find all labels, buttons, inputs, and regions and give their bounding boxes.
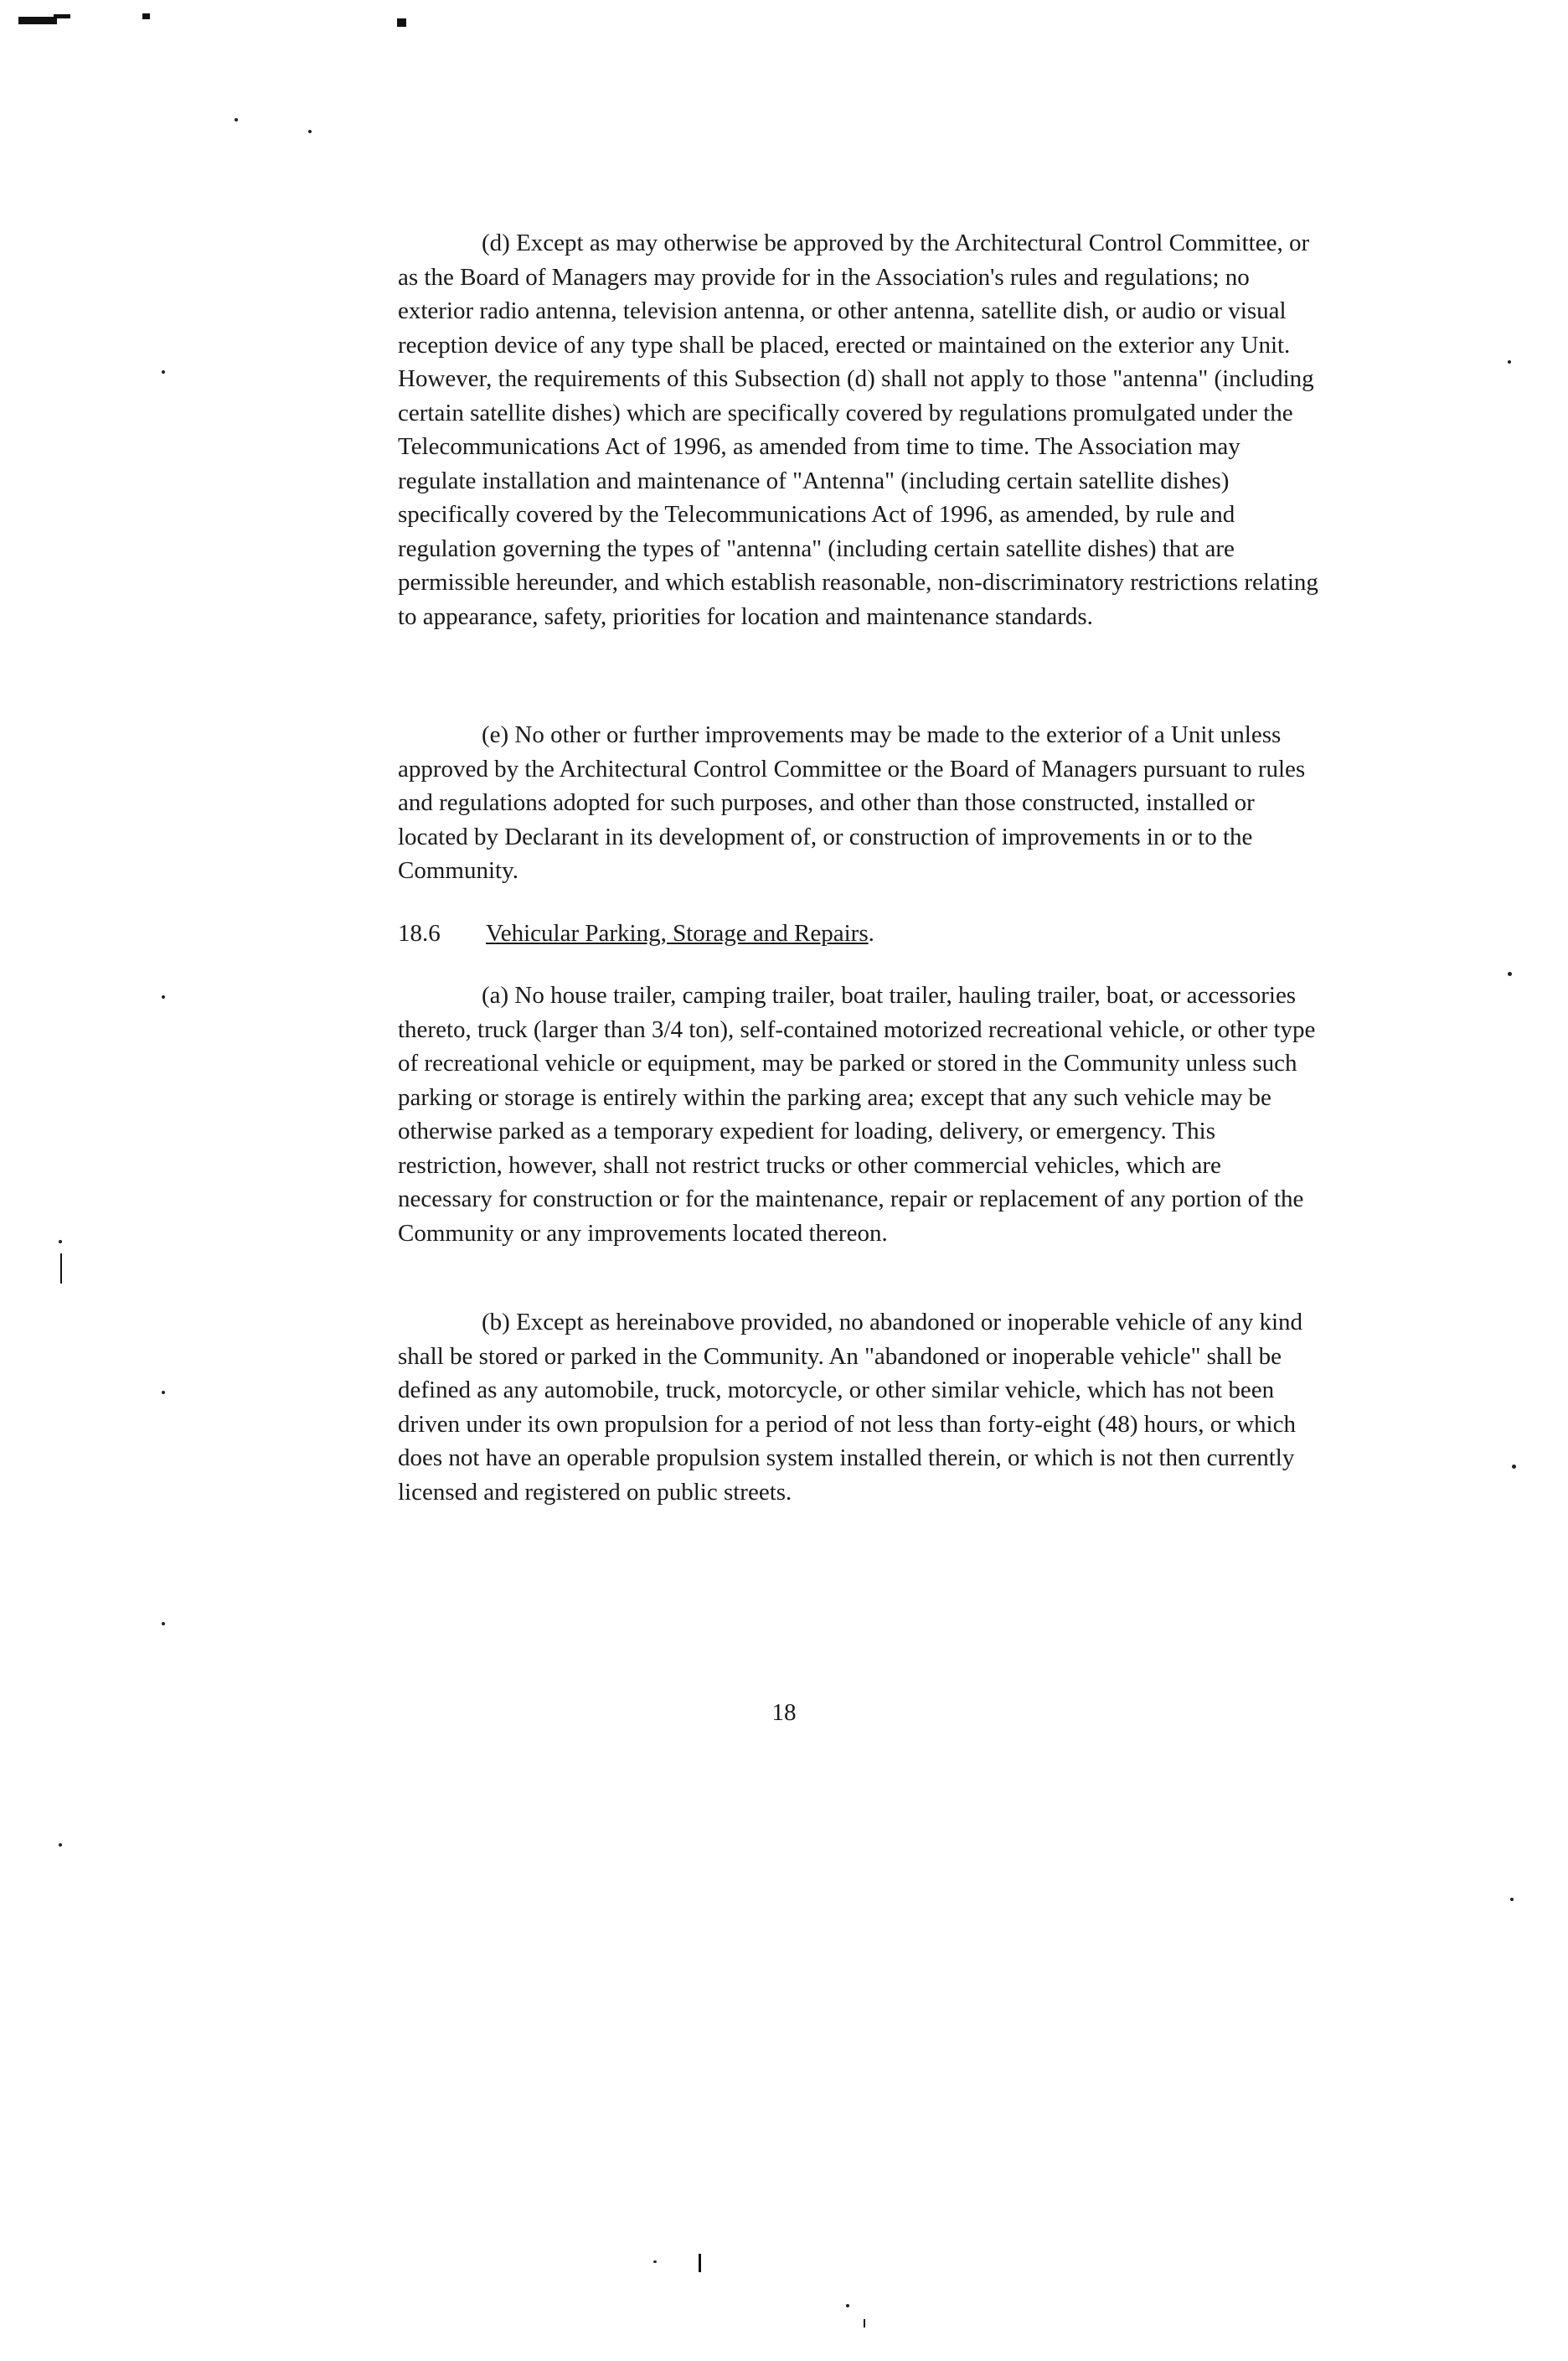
scan-artifact — [864, 2319, 865, 2327]
page-number: 18 — [771, 1699, 797, 1726]
scan-artifact — [162, 370, 165, 374]
paragraph-e: (e) No other or further improvements may be made to the exterior of a Unit unless approved by the Architectural Control Committee or the Board of Managers pursuant to rules and regulations adopted for such purposes, and other than those constructed, installed or located by Declarant in its development of, or construction of improvements in or to the Community. — [398, 721, 1306, 884]
scan-artifact — [699, 2254, 701, 2272]
paragraph-e-block — [398, 718, 1319, 888]
scan-artifact — [54, 14, 70, 18]
scan-artifact — [308, 130, 312, 133]
scan-artifact — [60, 1253, 62, 1284]
paragraph-a: (a) No house trailer, camping trailer, boat trailer, hauling trailer, boat, or accessories thereto, truck (larger than 3/4 ton), self-contained motorized recreational vehicle, or other type of recreational vehicle or equipment, may be parked or stored in the Community unless such parking or storage is entirely within the parking area; except that any such vehicle may be otherwise parked as a temporary expedient for loading, delivery, or emergency. This restriction, however, shall not restrict trucks or other commercial vehicles, which are necessary for construction or for the maintenance, repair or replacement of any portion of the Community or any improvements located thereon. — [398, 982, 1316, 1247]
scan-artifact — [1512, 1465, 1516, 1469]
scan-artifact — [142, 13, 150, 19]
scan-artifact — [18, 17, 57, 24]
scan-artifact — [59, 1240, 62, 1243]
section-title-terminator: . — [868, 920, 874, 947]
scan-artifact — [1508, 972, 1512, 976]
paragraph-d-block — [398, 226, 1319, 633]
scan-artifact — [397, 18, 406, 27]
paragraph-d: (d) Except as may otherwise be approved by the Architectural Control Committee, or as the Board of Managers may provide for in the Association's rules and regulations; no exterior radio antenna, television antenna, or other antenna, satellite dish, or audio or visual reception device of any type shall be placed, erected or maintained on the exterior any Unit. However, the requirements of this Subsection (d) shall not apply to those "antenna" (including certain satellite dishes) which are specifically covered by regulations promulgated under the Telecommunications Act of 1996, as amended from time to time. The Association may regulate installation and maintenance of "Antenna" (including certain satellite dishes) specifically covered by the Telecommunications Act of 1996, as amended, by rule and regulation governing the types of "antenna" (including certain satellite dishes) that are permissible hereunder, and which establish reasonable, non-discriminatory restrictions relating to appearance, safety, priorities for location and maintenance standards. — [398, 230, 1318, 630]
paragraph-b: (b) Except as hereinabove provided, no abandoned or inoperable vehicle of any kind shall be stored or parked in the Community. An "abandoned or inoperable vehicle" shall be defined as any automobile, truck, motorcycle, or other similar vehicle, which has not been driven under its own propulsion for a period of not less than forty-eight (48) hours, or which does not have an operable propulsion system installed therein, or which is not then currently licensed and registered on public streets. — [398, 1309, 1302, 1506]
scan-artifact — [1508, 360, 1511, 364]
scan-artifact — [162, 1391, 165, 1394]
section-title: Vehicular Parking, Storage and Repairs — [486, 920, 869, 947]
section-heading — [398, 917, 874, 950]
scan-artifact — [162, 995, 165, 999]
section-number: 18.6 — [398, 920, 441, 947]
scan-artifact — [1510, 1898, 1514, 1901]
scan-artifact — [653, 2260, 657, 2263]
scan-artifact — [59, 1843, 62, 1847]
scan-artifact — [235, 118, 238, 121]
paragraph-a-block — [398, 979, 1319, 1250]
paragraph-b-block — [398, 1305, 1319, 1509]
scan-artifact — [846, 2304, 849, 2307]
scan-artifact — [162, 1622, 165, 1625]
